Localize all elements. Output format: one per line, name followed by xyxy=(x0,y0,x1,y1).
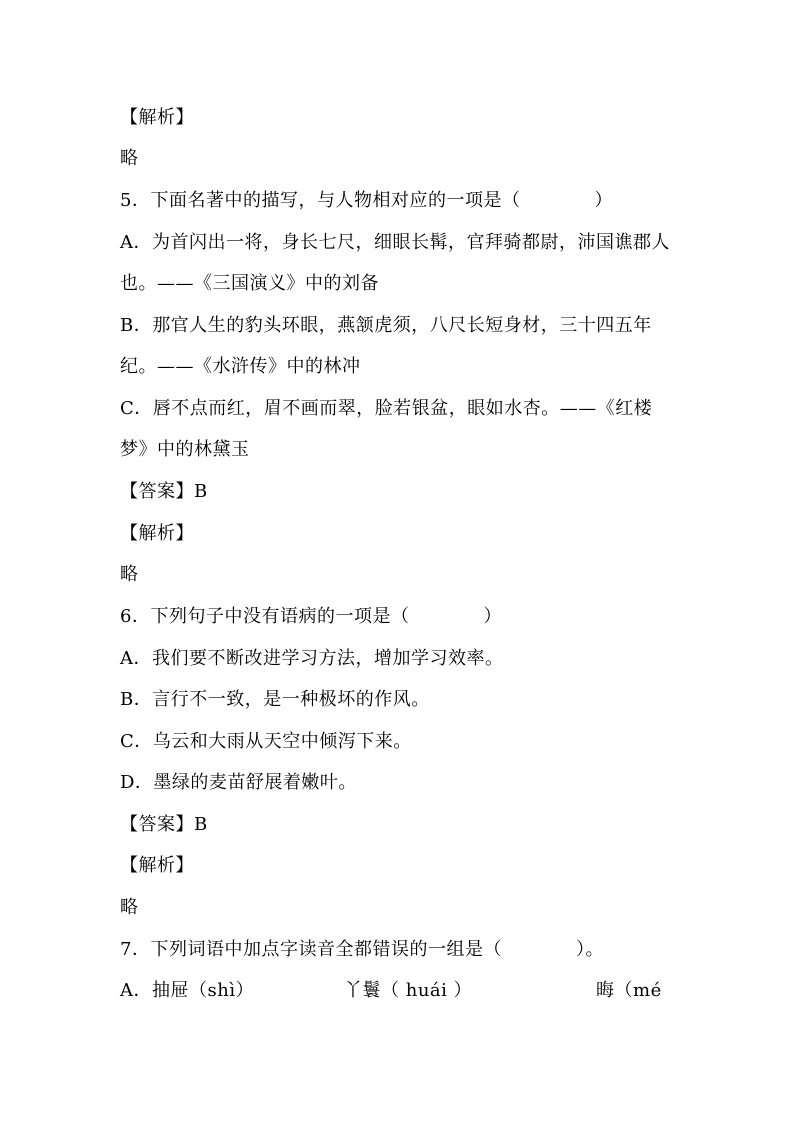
q5-analysis-text: 略 xyxy=(120,564,139,585)
q5-analysis-heading: 【解析】 xyxy=(120,523,194,544)
q4-analysis-heading: 【解析】 xyxy=(120,107,194,128)
q7-question: 7．下列词语中加点字读音全都错误的一组是（ ）。 xyxy=(120,939,604,960)
q5-option-c-line2: 梦》中的林黛玉 xyxy=(120,439,250,460)
q4-analysis-text: 略 xyxy=(120,148,139,169)
q5-answer: 【答案】B xyxy=(120,481,208,502)
q5-option-a-line2: 也。——《三国演义》中的刘备 xyxy=(120,273,379,294)
q6-analysis-heading: 【解析】 xyxy=(120,855,194,876)
q5-option-a-line1: A．为首闪出一将，身长七尺，细眼长髯，官拜骑都尉，沛国谯郡人 xyxy=(120,232,670,253)
q5-option-c-line1: C．唇不点而红，眉不画而翠，脸若银盆，眼如水杏。——《红楼 xyxy=(120,398,653,419)
q6-question: 6．下列句子中没有语病的一项是（ ） xyxy=(120,606,502,627)
q6-option-b: B．言行不一致，是一种极坏的作风。 xyxy=(120,689,430,710)
q6-analysis-text: 略 xyxy=(120,897,139,918)
q5-question: 5．下面名著中的描写，与人物相对应的一项是（ ） xyxy=(120,190,613,211)
q6-option-c: C．乌云和大雨从天空中倾泻下来。 xyxy=(120,731,412,752)
q6-option-d: D．墨绿的麦苗舒展着嫩叶。 xyxy=(120,772,357,793)
q5-option-b-line2: 纪。——《水浒传》中的林冲 xyxy=(120,356,361,377)
q6-answer: 【答案】B xyxy=(120,814,208,835)
q7-option-a-word3: 晦（mé xyxy=(596,980,662,1001)
q7-option-a-word2: 丫鬟（ huái ） xyxy=(344,980,473,1001)
q7-option-a-word1: A．抽屉（shì） xyxy=(120,980,255,1001)
q6-option-a: A．我们要不断改进学习方法，增加学习效率。 xyxy=(120,648,504,669)
q5-option-b-line1: B．那官人生的豹头环眼，燕颔虎须，八尺长短身材，三十四五年 xyxy=(120,315,652,336)
